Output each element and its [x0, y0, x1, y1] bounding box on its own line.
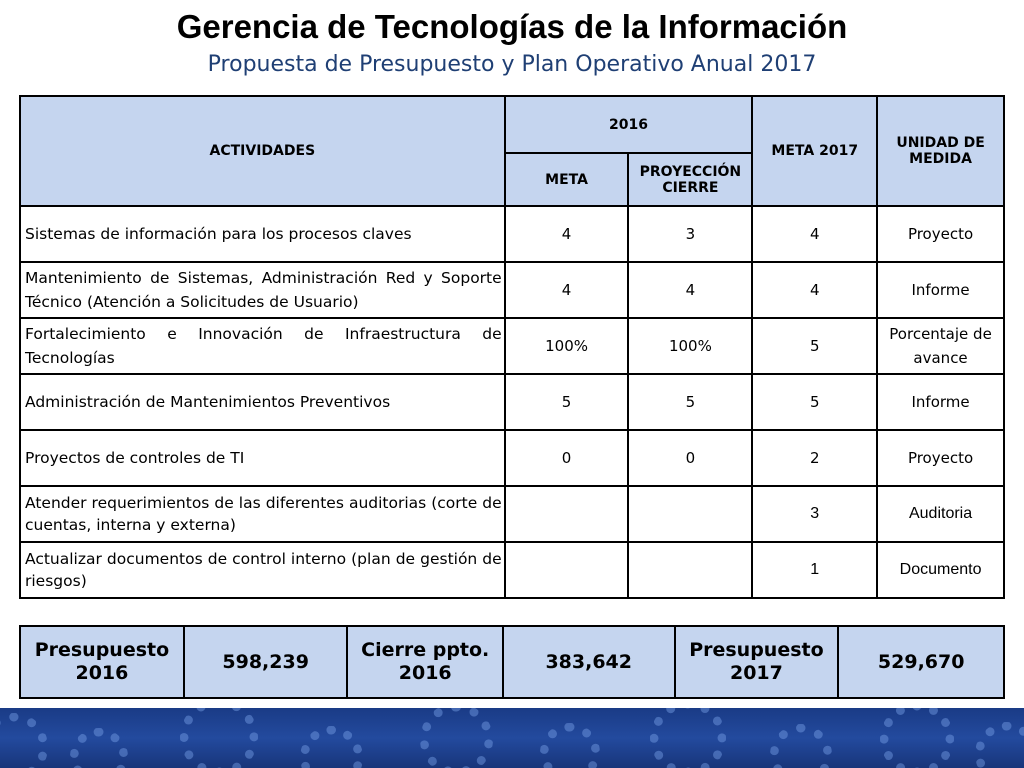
gear-icon — [880, 708, 954, 768]
budget-2017-value: 529,670 — [838, 626, 1004, 698]
table-row — [20, 262, 1004, 318]
gear-icon — [0, 713, 48, 768]
proyeccion-cell — [628, 486, 752, 542]
header-2016: 2016 — [505, 96, 753, 153]
proyeccion-cell: 4 — [628, 262, 752, 318]
page-subtitle: Propuesta de Presupuesto y Plan Operativo Anual 2017 — [207, 52, 817, 77]
meta-cell: 4 — [505, 262, 629, 318]
gear-icon — [650, 708, 726, 768]
unit-cell: Informe — [877, 374, 1004, 430]
unit-cell: Documento — [877, 542, 1004, 598]
header-actividades: ACTIVIDADES — [20, 96, 505, 206]
header-meta: META — [505, 153, 629, 206]
unit-cell: Proyecto — [877, 206, 1004, 262]
table-row — [20, 430, 1004, 486]
proyeccion-cell: 100% — [628, 318, 752, 374]
activity-cell: Actualizar documentos de control interno (plan de gestión de riesgos) — [20, 542, 505, 598]
page-title: Gerencia de Tecnologías de la Información — [176, 8, 848, 45]
header-unidad-medida: UNIDAD DE MEDIDA — [877, 96, 1004, 206]
budget-2016-label: Presupuesto 2016 — [20, 626, 184, 698]
meta-2017-cell: 5 — [752, 318, 877, 374]
proyeccion-cell — [628, 542, 752, 598]
activity-cell: Mantenimiento de Sistemas, Administración Red y Soporte Técnico (Atención a Solicitudes de Usuario) — [20, 262, 505, 318]
meta-cell — [505, 486, 629, 542]
activity-cell: Proyectos de controles de TI — [20, 430, 505, 486]
gear-icon — [180, 708, 258, 768]
unit-cell: Proyecto — [877, 430, 1004, 486]
proyeccion-cell: 3 — [628, 206, 752, 262]
unit-cell: Auditoria — [877, 486, 1004, 542]
meta-2017-cell: 2 — [752, 430, 877, 486]
gear-icon — [300, 726, 363, 768]
proyeccion-cell: 5 — [628, 374, 752, 430]
budget-2017-label: Presupuesto 2017 — [675, 626, 839, 698]
unit-cell: Porcentaje de avance — [877, 318, 1004, 374]
activities-table — [19, 95, 1005, 599]
table-row — [20, 542, 1004, 598]
meta-2017-cell: 5 — [752, 374, 877, 430]
header-meta-2017: META 2017 — [752, 96, 877, 206]
budget-table — [19, 625, 1005, 699]
header-proyeccion-cierre: PROYECCIÓN CIERRE — [628, 153, 752, 206]
meta-cell: 0 — [505, 430, 629, 486]
table-row — [20, 486, 1004, 542]
cierre-2016-value: 383,642 — [503, 626, 675, 698]
budget-2016-value: 598,239 — [184, 626, 348, 698]
activity-cell: Administración de Mantenimientos Preventivos — [20, 374, 505, 430]
table-row — [20, 318, 1004, 374]
gear-icon — [420, 708, 493, 768]
meta-cell: 4 — [505, 206, 629, 262]
unit-cell: Informe — [877, 262, 1004, 318]
table-row — [20, 374, 1004, 430]
proyeccion-cell: 0 — [628, 430, 752, 486]
footer-gear-banner — [0, 708, 1024, 768]
meta-2017-cell: 1 — [752, 542, 877, 598]
meta-2017-cell: 4 — [752, 262, 877, 318]
activity-cell: Fortalecimiento e Innovación de Infraestructura de Tecnologías — [20, 318, 505, 374]
activity-cell: Sistemas de información para los procesos claves — [20, 206, 505, 262]
gear-icon — [770, 724, 832, 768]
activity-cell: Atender requerimientos de las diferentes auditorias (corte de cuentas, interna y externa) — [20, 486, 505, 542]
meta-cell: 100% — [505, 318, 629, 374]
cierre-2016-label: Cierre ppto. 2016 — [347, 626, 503, 698]
gear-icon — [540, 723, 600, 768]
meta-2017-cell: 3 — [752, 486, 877, 542]
gear-icon — [975, 722, 1024, 768]
meta-cell — [505, 542, 629, 598]
meta-cell: 5 — [505, 374, 629, 430]
table-row — [20, 206, 1004, 262]
meta-2017-cell: 4 — [752, 206, 877, 262]
gear-icon — [70, 728, 128, 768]
